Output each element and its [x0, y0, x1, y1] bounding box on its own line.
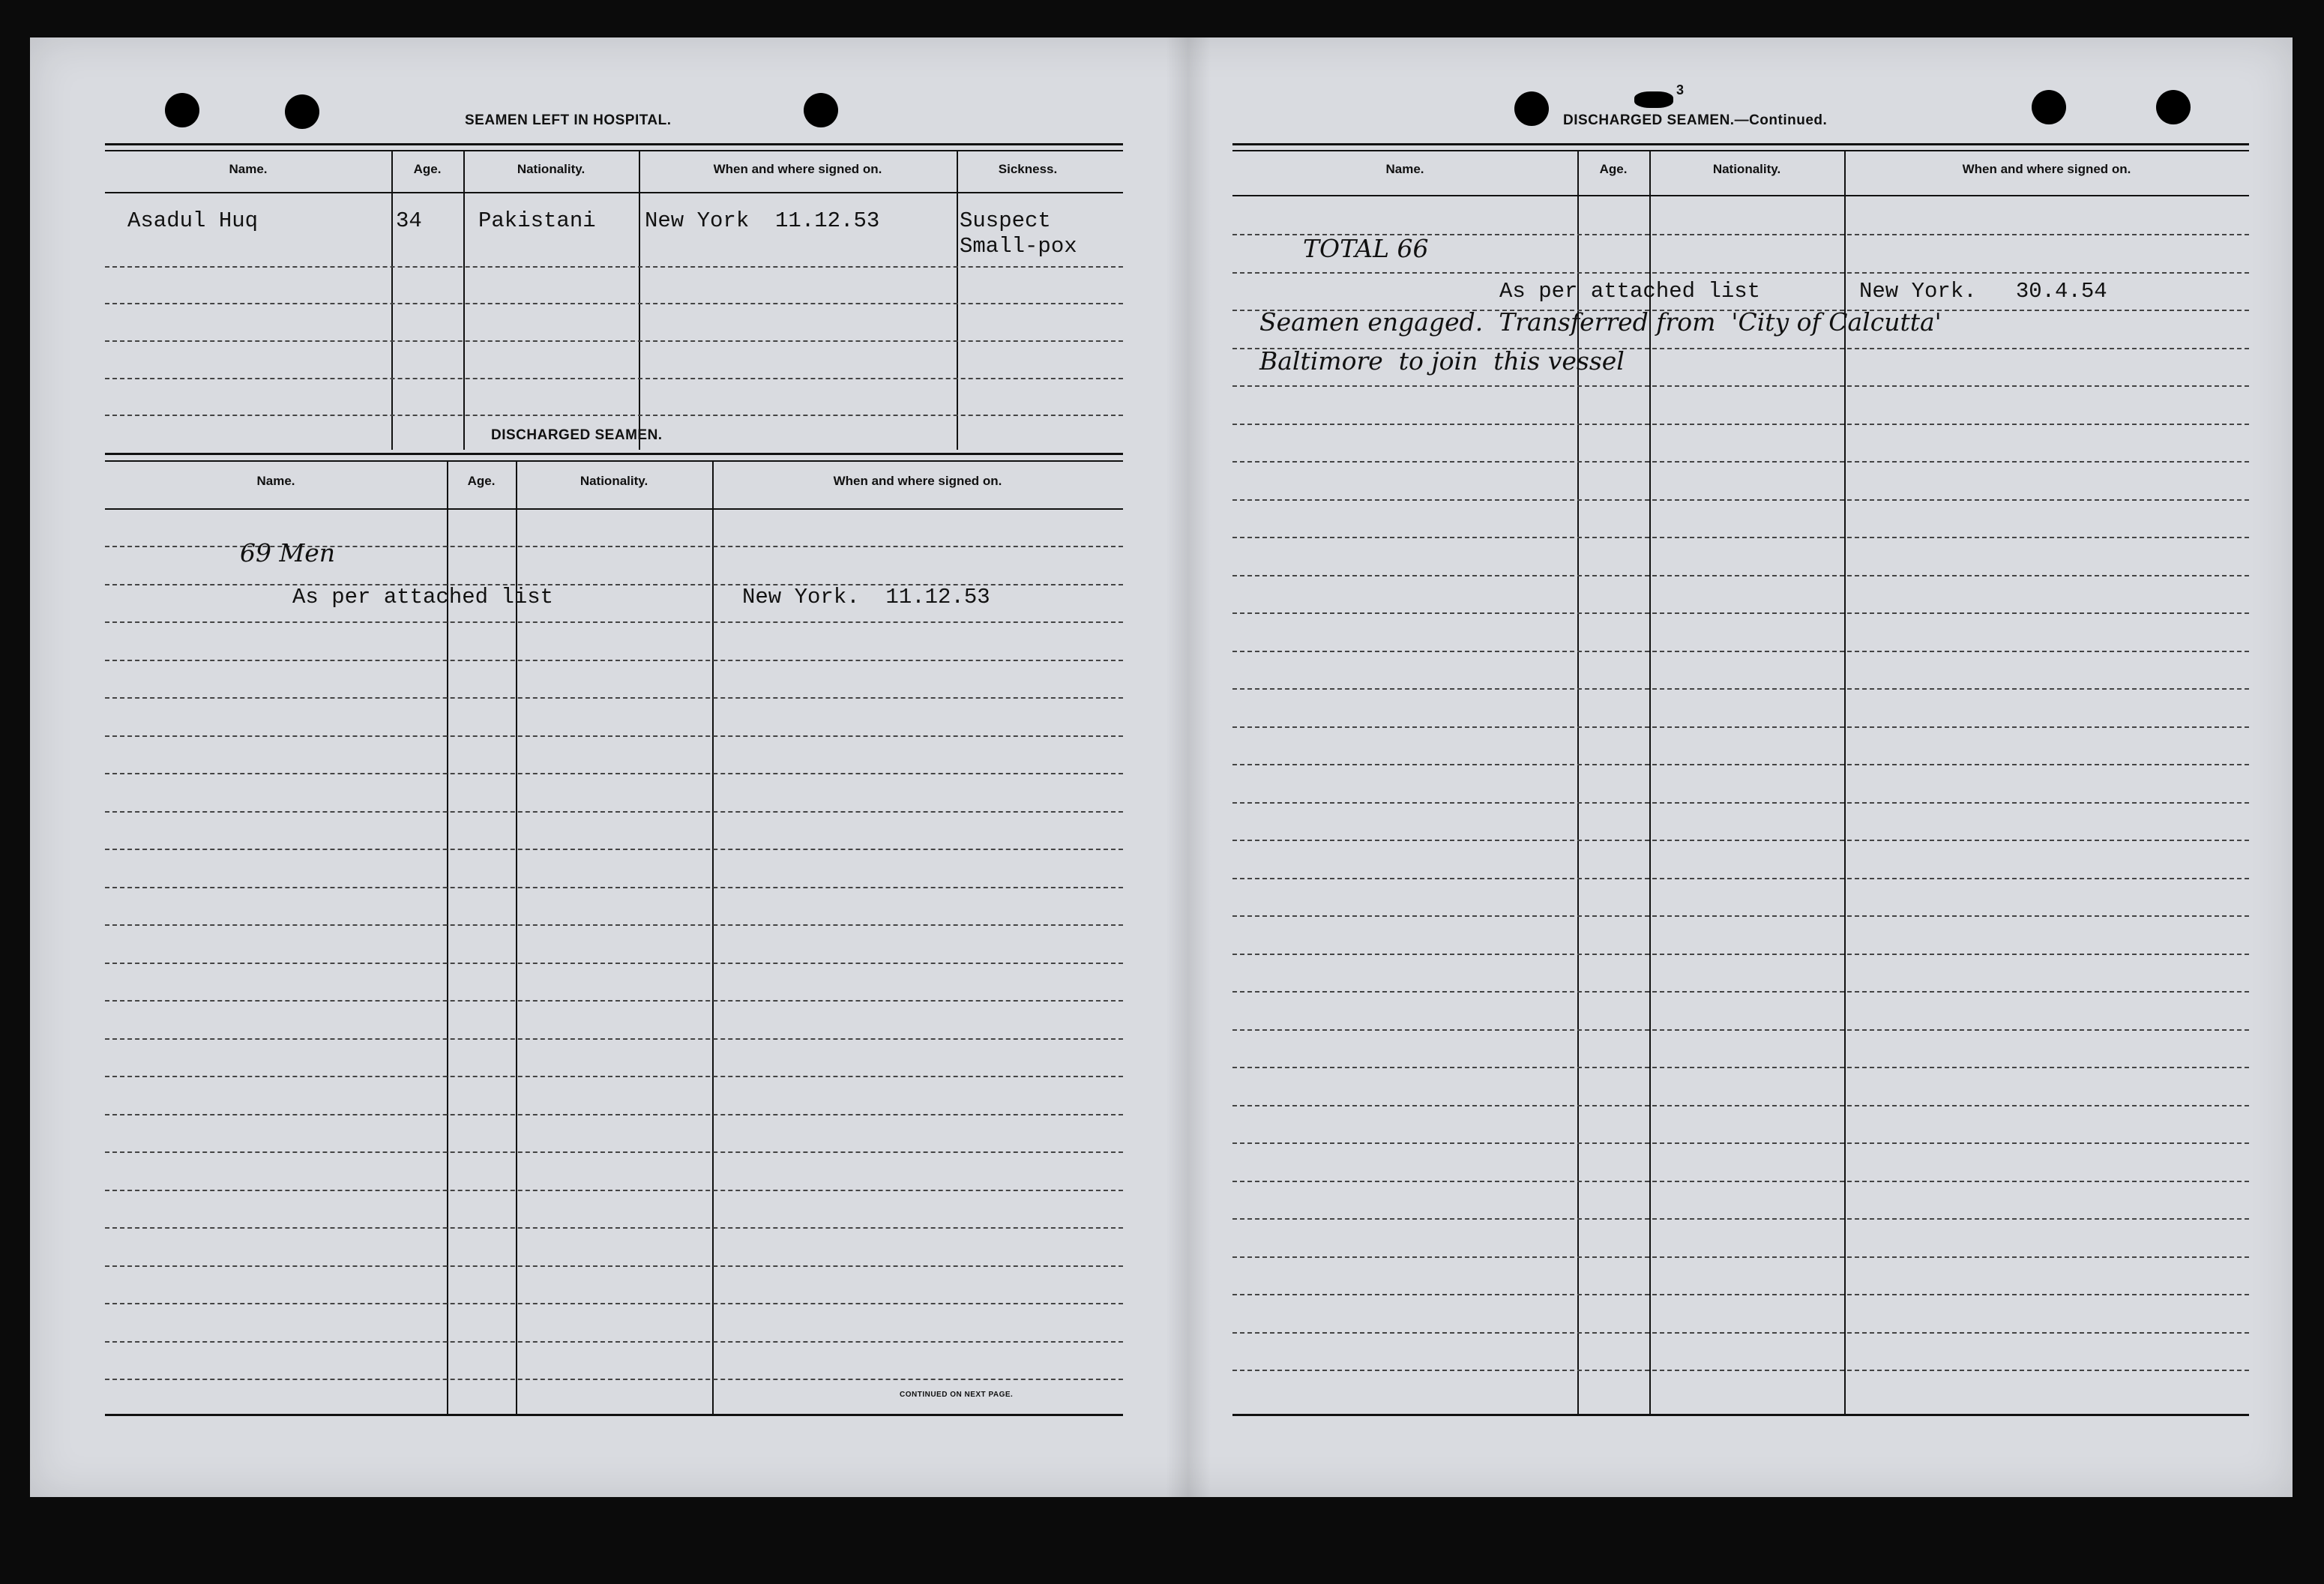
row-line — [105, 1341, 1123, 1343]
row-line — [1232, 612, 2249, 614]
column-divider — [391, 150, 393, 450]
row-line — [1232, 915, 2249, 917]
row-line — [1232, 537, 2249, 538]
row-line — [1232, 424, 2249, 425]
discharged-col-age: Age. — [467, 474, 496, 488]
rule — [105, 1414, 1123, 1416]
rule — [105, 143, 1123, 145]
discharged-col-name: Name. — [256, 474, 295, 488]
row-line — [1232, 878, 2249, 879]
row-line — [1232, 1370, 2249, 1371]
rule — [105, 453, 1123, 455]
page-number: 3 — [1676, 82, 1685, 97]
row-line — [105, 1265, 1123, 1267]
continued-col-age: Age. — [1599, 162, 1628, 176]
row-line — [1232, 802, 2249, 804]
column-divider — [1649, 150, 1651, 1414]
row-line — [1232, 1142, 2249, 1144]
continued-col-name: Name. — [1385, 162, 1424, 176]
row-line — [1232, 1067, 2249, 1068]
hospital-col-signed-on: When and where signed on. — [713, 162, 882, 176]
row-line — [105, 1038, 1123, 1040]
row-line — [105, 924, 1123, 926]
column-divider — [957, 150, 958, 450]
row-line — [1232, 1181, 2249, 1182]
column-divider — [1577, 150, 1579, 1414]
row-line — [105, 773, 1123, 774]
continued-footer: CONTINUED ON NEXT PAGE. — [900, 1391, 1014, 1399]
hospital-entry-age: 34 — [396, 208, 422, 233]
row-line — [1232, 991, 2249, 993]
row-line — [105, 1379, 1123, 1380]
row-line — [1232, 1105, 2249, 1106]
row-line — [1232, 1294, 2249, 1295]
row-line — [105, 963, 1123, 964]
row-line — [105, 1076, 1123, 1077]
hospital-entry-nationality: Pakistani — [478, 208, 596, 233]
row-line — [105, 1190, 1123, 1191]
discharged-entry-note: As per attached list — [292, 585, 554, 609]
row-line — [105, 1227, 1123, 1229]
row-line — [105, 378, 1123, 379]
rule — [1232, 150, 2249, 151]
row-line — [105, 1114, 1123, 1115]
hospital-entry-signed-on: New York 11.12.53 — [645, 208, 880, 233]
row-line — [105, 415, 1123, 416]
discharged-col-nationality: Nationality. — [580, 474, 648, 488]
row-line — [1232, 764, 2249, 765]
punch-hole — [2032, 90, 2066, 124]
row-line — [105, 621, 1123, 623]
ink-smudge — [1634, 91, 1673, 108]
row-line — [105, 697, 1123, 699]
continued-col-nationality: Nationality. — [1712, 162, 1781, 176]
rule — [105, 192, 1123, 193]
hospital-col-age: Age. — [413, 162, 442, 176]
rule — [1232, 143, 2249, 145]
rule — [105, 460, 1123, 462]
row-line — [1232, 1256, 2249, 1258]
row-line — [105, 811, 1123, 813]
row-line — [1232, 726, 2249, 728]
row-line — [105, 735, 1123, 737]
discharged-section-title: DISCHARGED SEAMEN. — [491, 427, 663, 443]
row-line — [1232, 840, 2249, 841]
row-line — [105, 849, 1123, 850]
row-line — [105, 266, 1123, 268]
rule — [105, 150, 1123, 151]
handwritten-total: TOTAL 66 — [1303, 234, 1429, 263]
row-line — [1232, 954, 2249, 955]
punch-hole — [285, 94, 319, 129]
row-line — [1232, 385, 2249, 387]
hospital-col-sickness: Sickness. — [998, 162, 1058, 176]
hospital-entry-name: Asadul Huq — [127, 208, 259, 233]
hospital-col-name: Name. — [229, 162, 268, 176]
discharged-col-signed-on: When and where signed on. — [833, 474, 1002, 488]
rule — [105, 508, 1123, 510]
row-line — [1232, 1218, 2249, 1220]
hospital-entry-sickness-2: Small-pox — [960, 234, 1077, 259]
row-line — [105, 1303, 1123, 1304]
continued-entry-note: As per attached list — [1499, 279, 1761, 304]
row-line — [1232, 575, 2249, 576]
row-line — [1232, 272, 2249, 274]
punch-hole — [2156, 90, 2191, 124]
hospital-entry-sickness-1: Suspect — [960, 208, 1051, 233]
row-line — [1232, 688, 2249, 690]
column-divider — [712, 460, 714, 1414]
rule — [1232, 195, 2249, 196]
row-line — [105, 340, 1123, 342]
row-line — [1232, 1332, 2249, 1334]
discharged-entry-signed-on: New York. 11.12.53 — [742, 585, 990, 609]
continued-section-title: DISCHARGED SEAMEN.—Continued. — [1563, 112, 1828, 128]
column-divider — [639, 150, 640, 450]
handwritten-note-line-1: Seamen engaged. Transferred from 'City of Calcutta' — [1259, 307, 1942, 337]
row-line — [1232, 499, 2249, 501]
handwritten-note-line-2: Baltimore to join this vessel — [1259, 346, 1625, 376]
row-line — [105, 660, 1123, 661]
page-fold — [1166, 37, 1211, 1497]
hospital-section-title: SEAMEN LEFT IN HOSPITAL. — [465, 112, 672, 128]
row-line — [1232, 651, 2249, 652]
punch-hole — [1514, 91, 1549, 126]
continued-col-signed-on: When and where signed on. — [1962, 162, 2131, 176]
row-line — [105, 887, 1123, 888]
handwritten-men-count: 69 Men — [240, 538, 336, 567]
continued-entry-signed-on: New York. 30.4.54 — [1859, 279, 2107, 304]
hospital-col-nationality: Nationality. — [517, 162, 585, 176]
column-divider — [1844, 150, 1846, 1414]
punch-hole — [804, 93, 838, 127]
register-sheet — [30, 37, 2293, 1497]
row-line — [105, 1151, 1123, 1153]
row-line — [1232, 461, 2249, 463]
row-line — [1232, 1029, 2249, 1031]
row-line — [105, 303, 1123, 304]
punch-hole — [165, 93, 199, 127]
column-divider — [463, 150, 465, 450]
row-line — [105, 1000, 1123, 1002]
rule — [1232, 1414, 2249, 1416]
